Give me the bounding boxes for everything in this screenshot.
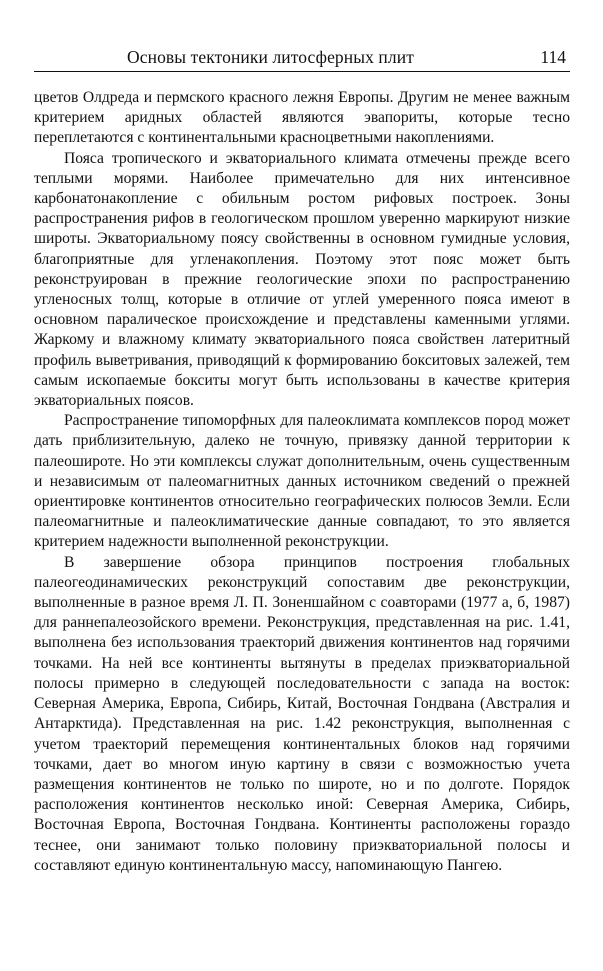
page-number: 114 (540, 47, 566, 67)
paragraph-reconstructions-comparison: В завершение обзора принципов построения глобальных палеогеодинамических реконструкций сопоставим две реконструкции, выполненные в разное время Л. П. Зоненшайном с соавторами (1977 а, б, 1987) для раннепалеозойского времени. Реконструкция, представленная на рис. 1.41, выполнена без использования траекторий движения континентов над горячими точками. На ней все континенты вытянуты в пределах приэкваториальной полосы примерно в следующей последовательности с запада на восток: Северная Америка, Европа, Сибирь, Китай, Восточная Гондвана (Австралия и Антарктида). Представленная на рис. 1.42 реконструкция, выполненная с учетом траекторий перемещения континентальных блоков над горячими точками, дает во многом иную картину в связи с возможностью учета размещения континентов не только по широте, но и по долготе. Порядок расположения континентов несколько иной: Северная Америка, Сибирь, Восточная Европа, Восточная Гондвана. Континенты расположены гораздо теснее, они занимают только половину приэкваториальной полосы и составляют единую континентальную массу, напоминающую Пангею. (34, 553, 570, 874)
paragraph-continued: цветов Олдреда и пермского красного лежня Европы. Другим не менее важным критерием аридных областей являются эвапориты, которые тесно переплетаются с континентальными красноцветными накоплениями. (34, 89, 570, 147)
running-title: Основы тектоники литосферных плит (127, 47, 414, 67)
running-header (34, 47, 570, 72)
body-text (34, 88, 570, 876)
paragraph-typomorphic-complexes: Распространение типоморфных для палеоклимата комплексов пород может дать приблизительную, далеко не точную, привязку данной территории к палеошироте. Но эти комплексы служат дополнительным, очень существенным и независимым от палеомагнитных данных источником сведений о прежней ориентировке континентов относительно географических полюсов Земли. Если палеомагнитные и палеоклиматические данные совпадают, то это является критерием надежности выполненной реконструкции. (34, 412, 570, 551)
paragraph-tropical-equatorial: Пояса тропического и экваториального климата отмечены прежде всего теплыми морями. Наиболее примечательно для них интенсивное карбонатонакопление с обильным ростом рифовых построек. Зоны распространения рифов в геологическом прошлом уверенно маркируют низкие широты. Экваториальному поясу свойственны в основном гумидные условия, благоприятные для угленакопления. Поэтому этот пояс может быть реконструирован в прежние геологические эпохи по распространению угленосных толщ, которые в отличие от углей умеренного пояса имеют в основном паралическое происхождение и представлены каменными углями. Жаркому и влажному климату экваториального пояса свойствен латеритный профиль выветривания, приводящий к формированию бокситовых залежей, тем самым ископаемые бокситы могут быть использованы в качестве критерия экваториальных поясов. (34, 149, 570, 410)
